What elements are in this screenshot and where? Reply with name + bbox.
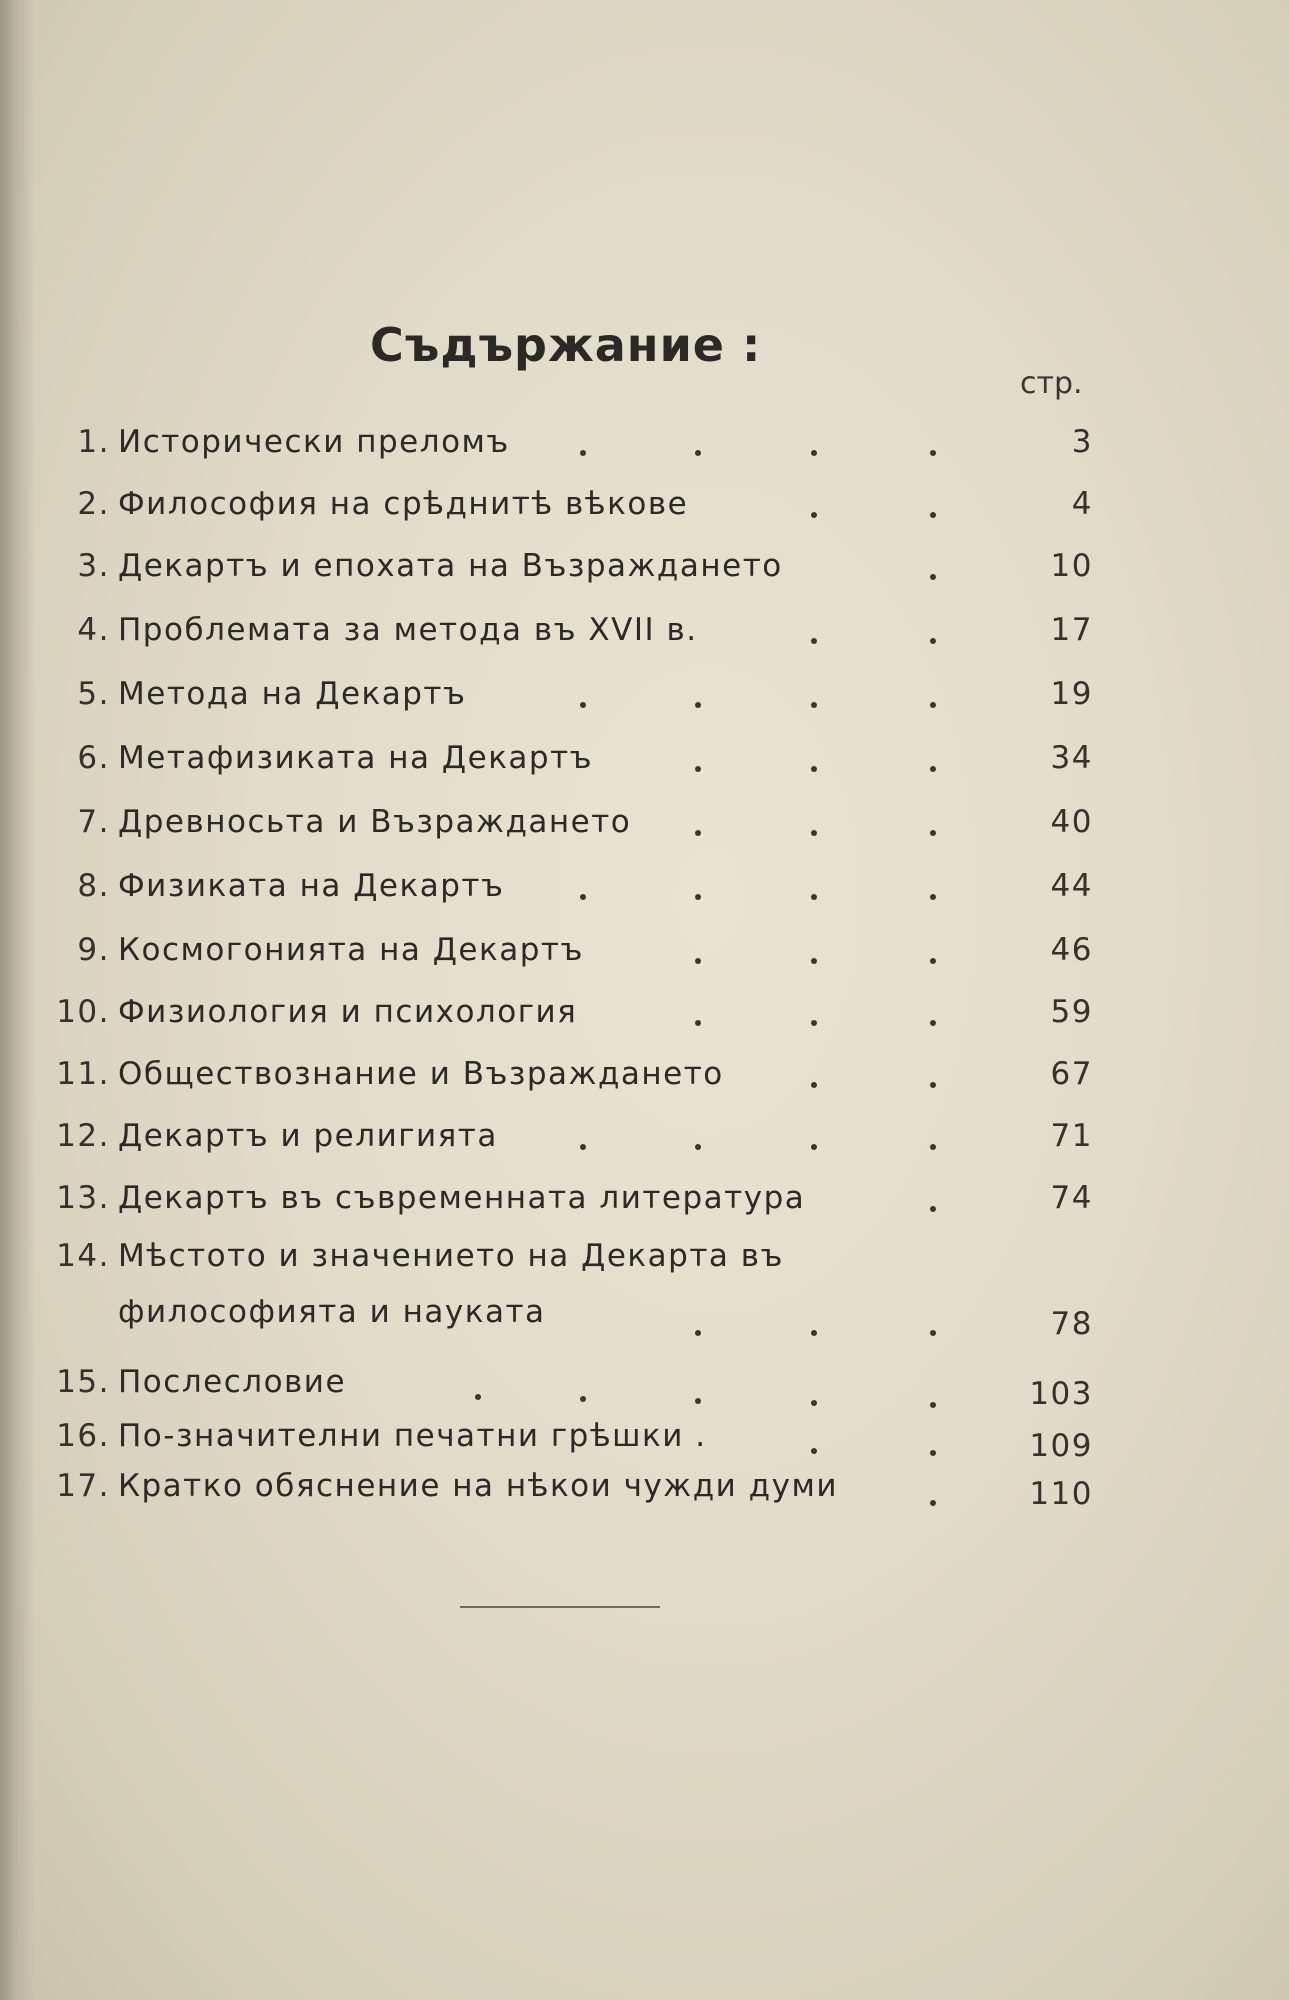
toc-entry-title: Метода на Декартъ [118,676,467,712]
leader-dot [930,512,936,518]
toc-entry-number: 14. [56,1238,110,1274]
leader-dot [930,1450,936,1456]
leader-dot [930,958,936,964]
toc-entry [0,676,1289,732]
leader-dot [695,450,701,456]
leader-dot [811,1082,817,1088]
toc-entry [0,868,1289,924]
toc-entry-page: 110 [1029,1476,1093,1512]
toc-entry-continued [0,1294,1289,1350]
toc-entry-page: 103 [1029,1376,1093,1412]
toc-entry [0,548,1289,604]
toc-entry-title: Философия на срѣднитѣ вѣкове [118,486,689,522]
toc-entry-number: 3. [77,548,110,584]
toc-entry [0,740,1289,796]
leader-dot [475,1394,481,1400]
leader-dot [930,1206,936,1212]
leader-dot [695,766,701,772]
leader-dot [930,1330,936,1336]
toc-entry-page: 109 [1029,1428,1093,1464]
toc-entry-title: Космогонията на Декартъ [118,932,584,968]
toc-entry-number: 12. [56,1118,110,1154]
leader-dot [695,958,701,964]
leader-dot [811,1020,817,1026]
leader-dot [930,1500,936,1506]
toc-entry [0,486,1289,542]
toc-entry-number: 8. [77,868,110,904]
leader-dot [930,830,936,836]
toc-entry-number: 5. [77,676,110,712]
leader-dot [695,702,701,708]
toc-entry-number: 2. [77,486,110,522]
toc-entry-title: Древносьта и Възраждането [118,804,632,840]
toc-entry-page: 17 [1050,612,1093,648]
leader-dot [811,766,817,772]
toc-entry-title: Исторически преломъ [118,424,510,460]
leader-dot [930,894,936,900]
leader-dot [580,1396,586,1402]
toc-entry-number: 15. [56,1364,110,1400]
toc-entry-title-continued: философията и науката [118,1294,546,1330]
toc-entry-title: Декартъ и епохата на Възраждането [118,548,783,584]
toc-entry-title: Декартъ и религията [118,1118,498,1154]
leader-dot [695,830,701,836]
toc-entry-number: 4. [77,612,110,648]
toc-entry-title: Обществознание и Възраждането [118,1056,724,1092]
leader-dot [930,1082,936,1088]
toc-entry-page: 3 [1071,424,1093,460]
toc-entry-page: 71 [1050,1118,1093,1154]
leader-dot [811,958,817,964]
leader-dot [930,766,936,772]
toc-entry-number: 11. [56,1056,110,1092]
leader-dot [811,1330,817,1336]
toc-entry-page: 40 [1050,804,1093,840]
leader-dot [930,1144,936,1150]
toc-entry-number: 7. [77,804,110,840]
leader-dot [930,574,936,580]
toc-entry [0,1056,1289,1112]
toc-entry-title: Метафизиката на Декартъ [118,740,594,776]
toc-entry [0,1238,1289,1294]
toc-entry-number: 10. [56,994,110,1030]
page-column-header: стр. [1020,366,1083,401]
leader-dot [811,702,817,708]
toc-entry-page: 74 [1050,1180,1093,1216]
toc-entry-title: Физиката на Декартъ [118,868,505,904]
leader-dot [695,1020,701,1026]
toc-entry [0,1364,1289,1420]
toc-entry-page: 67 [1050,1056,1093,1092]
toc-entry [0,1118,1289,1174]
toc-entry-page: 59 [1050,994,1093,1030]
page-title: Съдържание : [370,318,762,372]
toc-entry-number: 9. [77,932,110,968]
leader-dot [811,1400,817,1406]
toc-entry-title: Кратко обяснение на нѣкои чужди думи [118,1468,838,1504]
leader-dot [930,1020,936,1026]
leader-dot [695,894,701,900]
leader-dot [930,450,936,456]
leader-dot [811,512,817,518]
leader-dot [811,1144,817,1150]
toc-entry [0,1180,1289,1236]
toc-entry-number: 13. [56,1180,110,1216]
toc-entry-title: Послесловие [118,1364,347,1400]
toc-entry-number: 6. [77,740,110,776]
leader-dot [580,894,586,900]
toc-entry [0,1468,1289,1524]
toc-entry [0,1418,1289,1474]
toc-entry-page: 44 [1050,868,1093,904]
toc-entry-page: 78 [1050,1306,1093,1342]
toc-entry-title: Мѣстото и значението на Декарта въ [118,1238,784,1274]
leader-dot [930,1402,936,1408]
toc-entry-page: 34 [1050,740,1093,776]
leader-dot [811,894,817,900]
toc-entry [0,612,1289,668]
leader-dot [695,1144,701,1150]
toc-entry-title: Физиология и психология [118,994,578,1030]
toc-entry-number: 1. [77,424,110,460]
leader-dot [811,450,817,456]
toc-entry-page: 10 [1050,548,1093,584]
toc-entry [0,994,1289,1050]
toc-entry-page: 19 [1050,676,1093,712]
leader-dot [580,1144,586,1150]
toc-entry [0,804,1289,860]
closing-rule [460,1606,660,1608]
toc-entry-page: 4 [1071,486,1093,522]
leader-dot [695,1398,701,1404]
toc-entry [0,932,1289,988]
toc-entry-title: По-значителни печатни грѣшки . [118,1418,707,1454]
leader-dot [811,1448,817,1454]
leader-dot [811,830,817,836]
toc-entry-title: Декартъ въ съвременната литература [118,1180,806,1216]
toc-entry-title: Проблемата за метода въ XVII в. [118,612,698,648]
toc-entry-number: 17. [56,1468,110,1504]
leader-dot [580,450,586,456]
leader-dot [695,1330,701,1336]
toc-entry-number: 16. [56,1418,110,1454]
leader-dot [930,702,936,708]
leader-dot [930,638,936,644]
toc-entry [0,424,1289,480]
toc-entry-page: 46 [1050,932,1093,968]
leader-dot [811,638,817,644]
leader-dot [580,702,586,708]
